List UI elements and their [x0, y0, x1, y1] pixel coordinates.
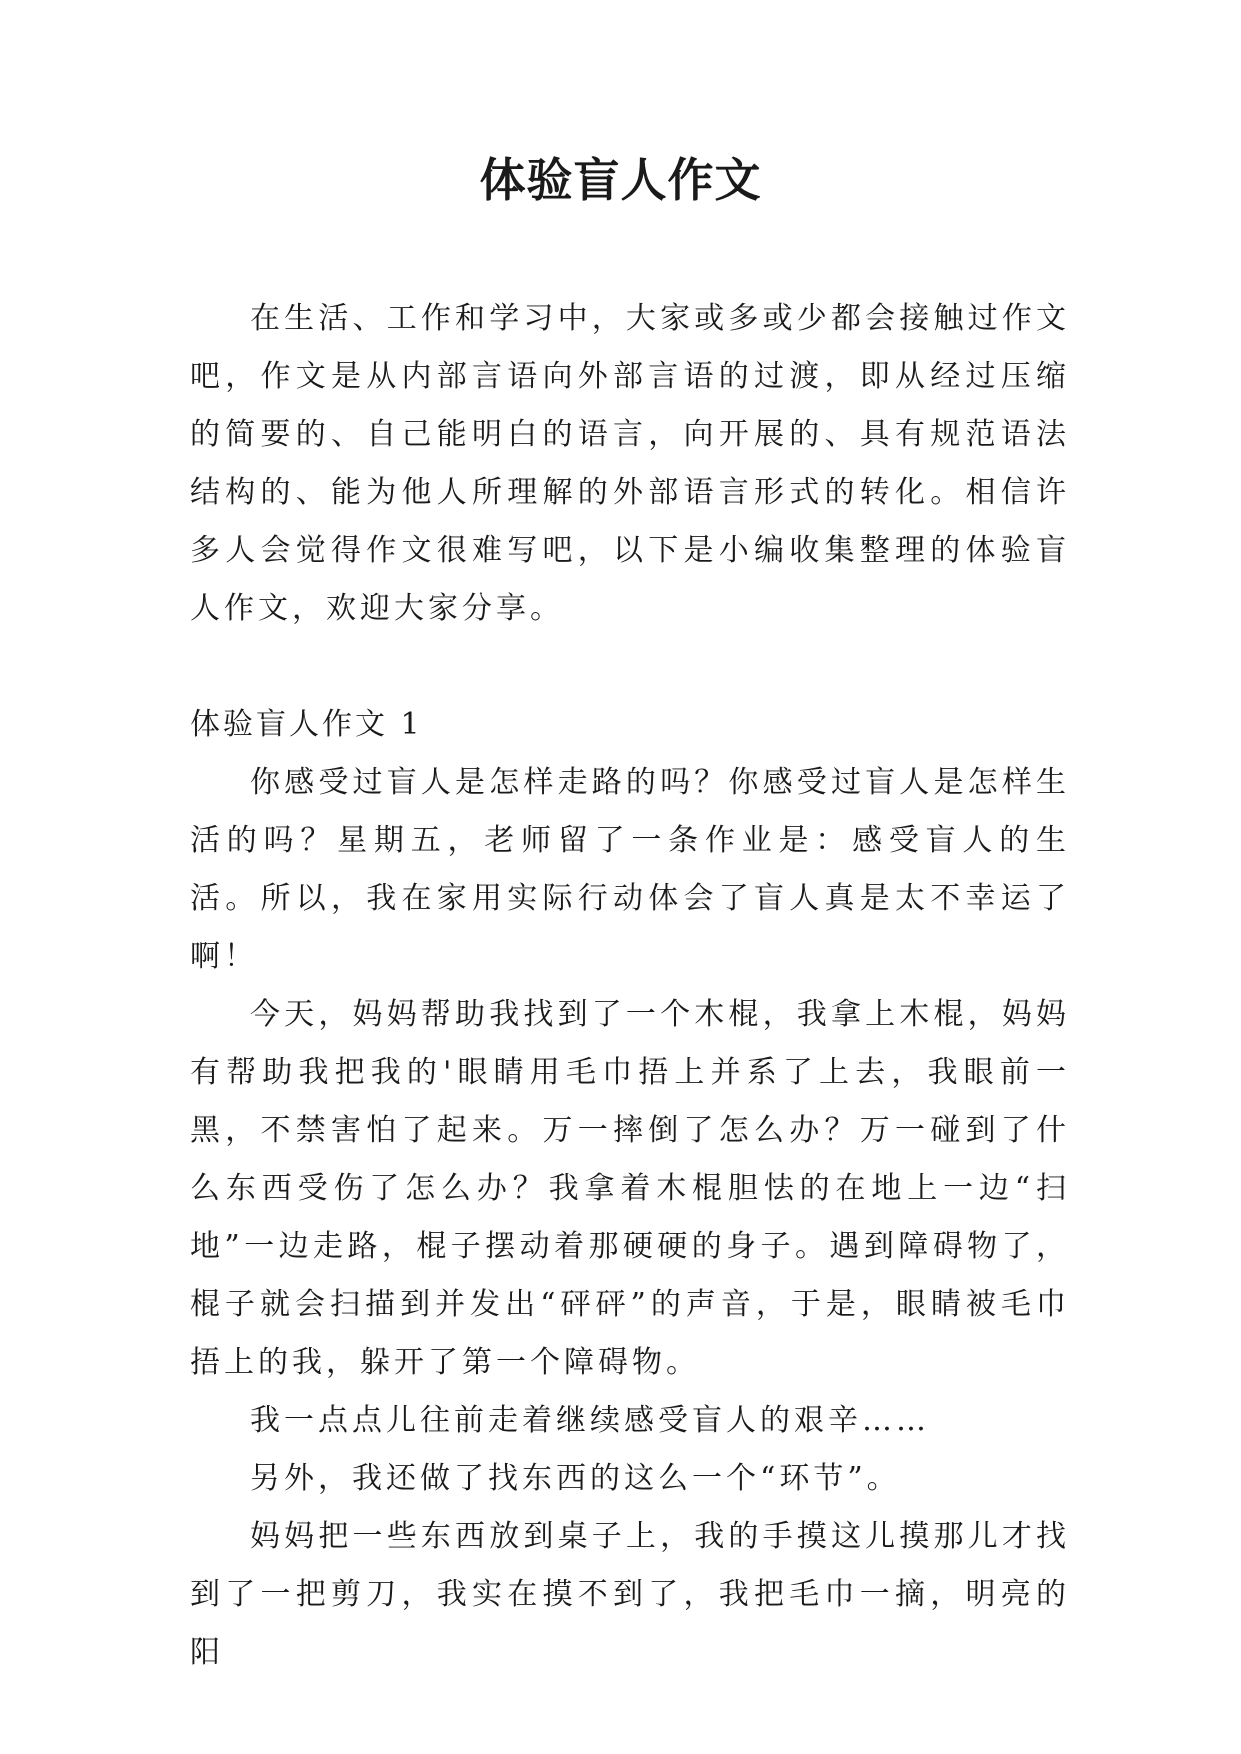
body-paragraph: 我一点点儿往前走着继续感受盲人的艰辛…… — [250, 1403, 930, 1438]
body-paragraph: 妈妈把一些东西放到桌子上，我的手摸这儿摸那儿才找到了一把剪刀，我实在摸不到了，我把毛巾一摘，明亮的阳 — [190, 1519, 1070, 1670]
body-paragraph: 今天，妈妈帮助我找到了一个木棍，我拿上木棍，妈妈有帮助我把我的'眼睛用毛巾捂上并系了上去，我眼前一黑，不禁害怕了起来。万一摔倒了怎么办？万一碰到了什么东西受伤了怎么办？我拿着木棍胆怯的在地上一边“扫地”一边走路，棍子摆动着那硬硬的身子。遇到障碍物了，棍子就会扫描到并发出“砰砰”的声音，于是，眼睛被毛巾捂上的我，躲开了第一个障碍物。 — [190, 997, 1070, 1380]
document-body — [190, 290, 1070, 1682]
body-paragraph: 另外，我还做了找东西的这么一个“环节”。 — [250, 1461, 901, 1496]
document-title: 体验盲人作文 — [479, 153, 762, 207]
body-paragraph: 你感受过盲人是怎样走路的吗？你感受过盲人是怎样生活的吗？星期五，老师留了一条作业是：感受盲人的生活。所以，我在家用实际行动体会了盲人真是太不幸运了啊！ — [190, 765, 1070, 974]
section-heading: 体验盲人作文 1 — [190, 707, 423, 742]
intro-paragraph: 在生活、工作和学习中，大家或多或少都会接触过作文吧，作文是从内部言语向外部言语的过渡，即从经过压缩的简要的、自己能明白的语言，向开展的、具有规范语法结构的、能为他人所理解的外部语言形式的转化。相信许多人会觉得作文很难写吧，以下是小编收集整理的体验盲人作文，欢迎大家分享。 — [190, 301, 1070, 626]
